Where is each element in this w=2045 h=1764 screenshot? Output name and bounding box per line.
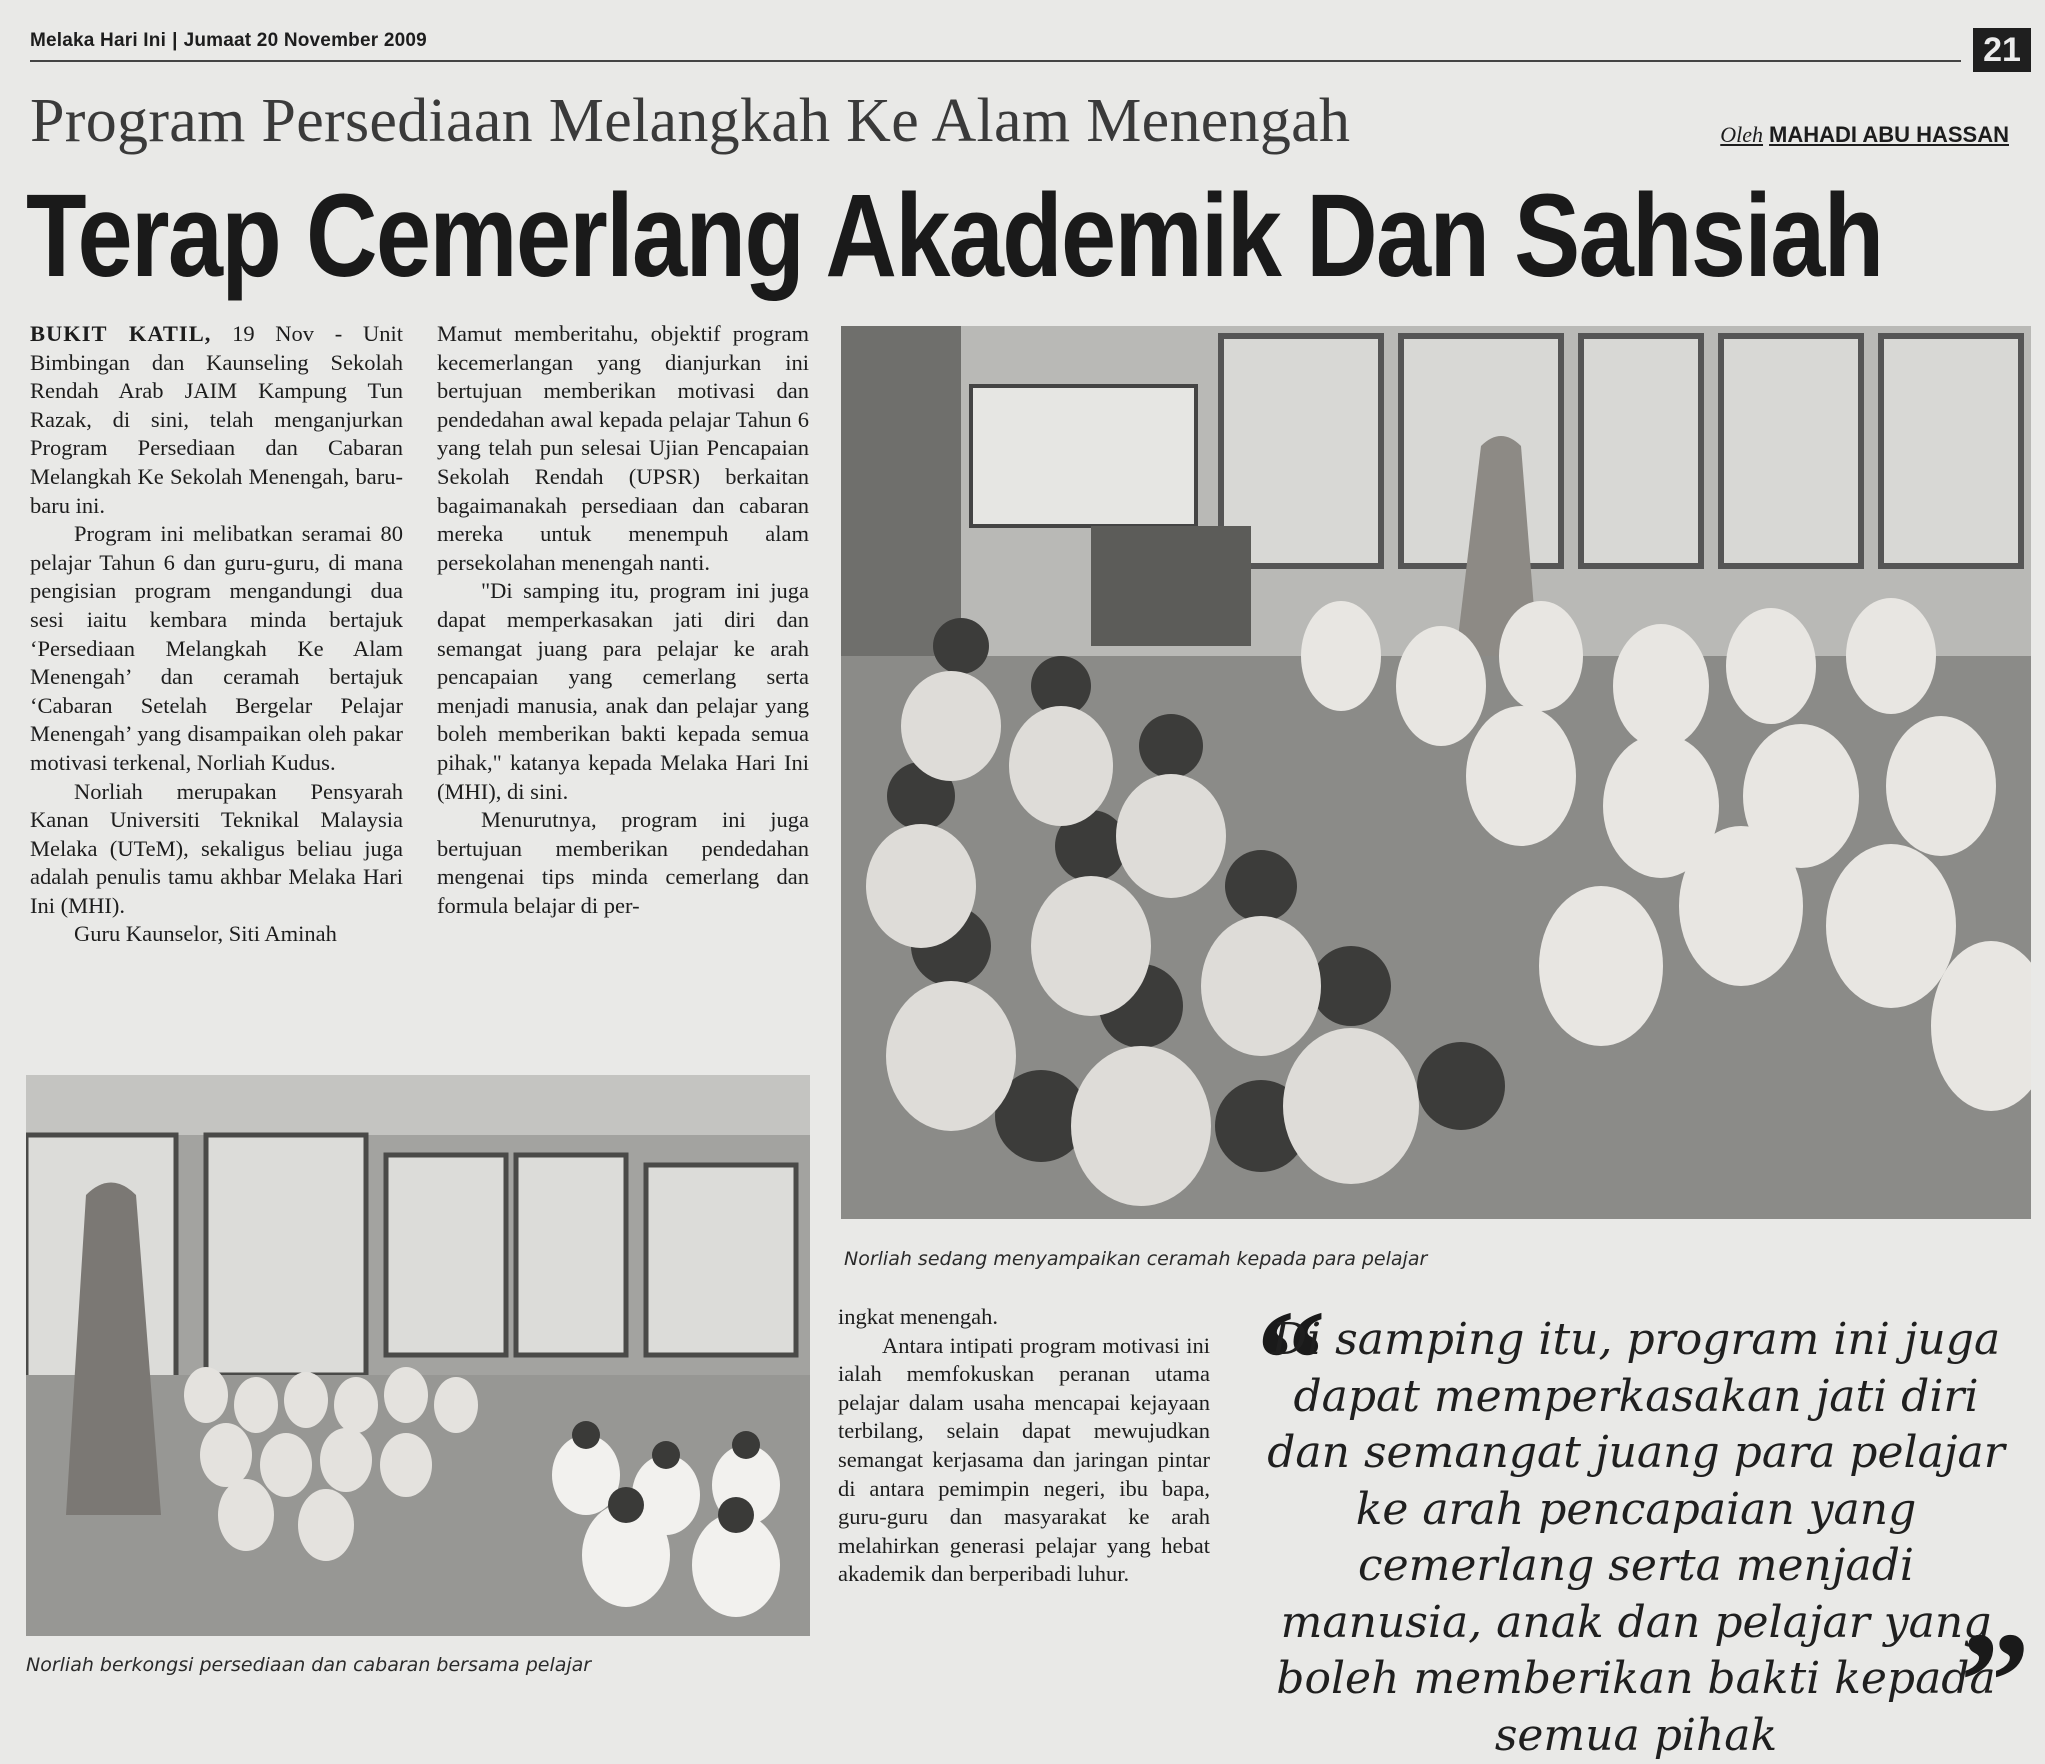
body-paragraph: Program ini melibatkan seramai 80 pelajar Tahun 6 dan guru-guru, di mana pengisian program mengandungi dua sesi iaitu kembara minda bertajuk ‘Persediaan Melangkah Ke Alam Menengah’ dan ceramah bertajuk ‘Cabaran Setelah Bergelar Pelajar Menengah’ yang disampaikan oleh pakar motivasi terkenal, Norliah Kudus. <box>30 521 403 775</box>
secondary-photo <box>26 1075 810 1636</box>
byline <box>1720 122 2009 148</box>
article-headline: Terap Cemerlang Akademik Dan Sahsiah <box>26 170 1883 302</box>
publication-name: Melaka Hari Ini <box>30 30 167 51</box>
body-column-2 <box>437 320 809 920</box>
folio-line: Melaka Hari Ini | Jumaat 20 November 2009 <box>30 30 427 51</box>
body-paragraph: Menurutnya, program ini juga bertujuan memberikan pendedahan mengenai tips minda cemerlang dan formula belajar di per- <box>437 807 809 918</box>
pull-quote: Di samping itu, program ini juga dapat memperkasakan jati diri dan semangat juang para pelajar ke arah pencapaian yang cemerlang serta menjadi manusia, anak dan pelajar yang boleh memberikan bakti kepada semua pihak <box>1267 1314 2005 1761</box>
page-number: 21 <box>1973 28 2031 72</box>
secondary-photo-caption: Norliah berkongsi persediaan dan cabaran bersama pelajar <box>26 1654 592 1676</box>
body-column-3 <box>838 1303 1210 1589</box>
main-photo <box>841 326 2031 1219</box>
issue-date: Jumaat 20 November 2009 <box>183 30 427 51</box>
header-rule <box>30 60 1961 62</box>
main-photo-caption: Norliah sedang menyampaikan ceramah kepada para pelajar <box>844 1248 1428 1270</box>
body-paragraph: Guru Kaunselor, Siti Aminah <box>74 921 337 947</box>
body-paragraph: "Di samping itu, program ini juga dapat memperkasakan jati diri dan semangat juang para pelajar ke arah pencapaian yang cemerlang serta menjadi manusia, anak dan pelajar yang boleh memberikan bakti kepada semua pihak," katanya kepada Melaka Hari Ini (MHI), di sini. <box>437 578 809 804</box>
body-paragraph: Mamut memberitahu, objektif program kecemerlangan yang dianjurkan ini bertujuan memberikan motivasi dan pendedahan awal kepada pelajar Tahun 6 yang telah pun selesai Ujian Pencapaian Sekolah Rendah (UPSR) berkaitan bagaimanakah persediaan dan cabaran mereka untuk menempuh alam persekolahan menengah nanti. <box>437 321 809 575</box>
byline-prefix: Oleh <box>1720 122 1764 147</box>
body-paragraph: Antara intipati program motivasi ini ialah memfokuskan peranan utama pelajar dalam usaha mencapai kejayaan terbilang, selain dapat mewujudkan semangat kerjasama dan jaringan pintar di antara pemimpin negeri, ibu bapa, guru-guru dan masyarakat ke arah melahirkan generasi pelajar yang hebat akademik dan berperibadi luhur. <box>838 1332 1210 1587</box>
body-paragraph: BUKIT KATIL, 19 Nov - Unit Bimbingan dan Kaunseling Sekolah Rendah Arab JAIM Kampung Tun Razak, di sini, telah menganjurkan Program Persediaan dan Cabaran Melangkah Ke Sekolah Menengah, baru-baru ini. <box>30 321 403 518</box>
body-column-1 <box>30 320 403 949</box>
lecture-hall-photo <box>841 326 2031 1219</box>
open-quote-mark: “ <box>1256 1282 1326 1437</box>
dateline: BUKIT KATIL, <box>30 321 212 346</box>
close-quote-mark: ” <box>1960 1604 2030 1759</box>
byline-author: MAHADI ABU HASSAN <box>1769 122 2009 147</box>
classroom-photo <box>26 1075 810 1636</box>
body-paragraph: ingkat menengah. <box>838 1304 998 1329</box>
article-kicker: Program Persediaan Melangkah Ke Alam Menengah <box>30 87 1351 155</box>
body-paragraph: Norliah merupakan Pensyarah Kanan Universiti Teknikal Malaysia Melaka (UTeM), sekaligus beliau juga adalah penulis tamu akhbar Melaka Hari Ini (MHI). <box>30 778 403 918</box>
